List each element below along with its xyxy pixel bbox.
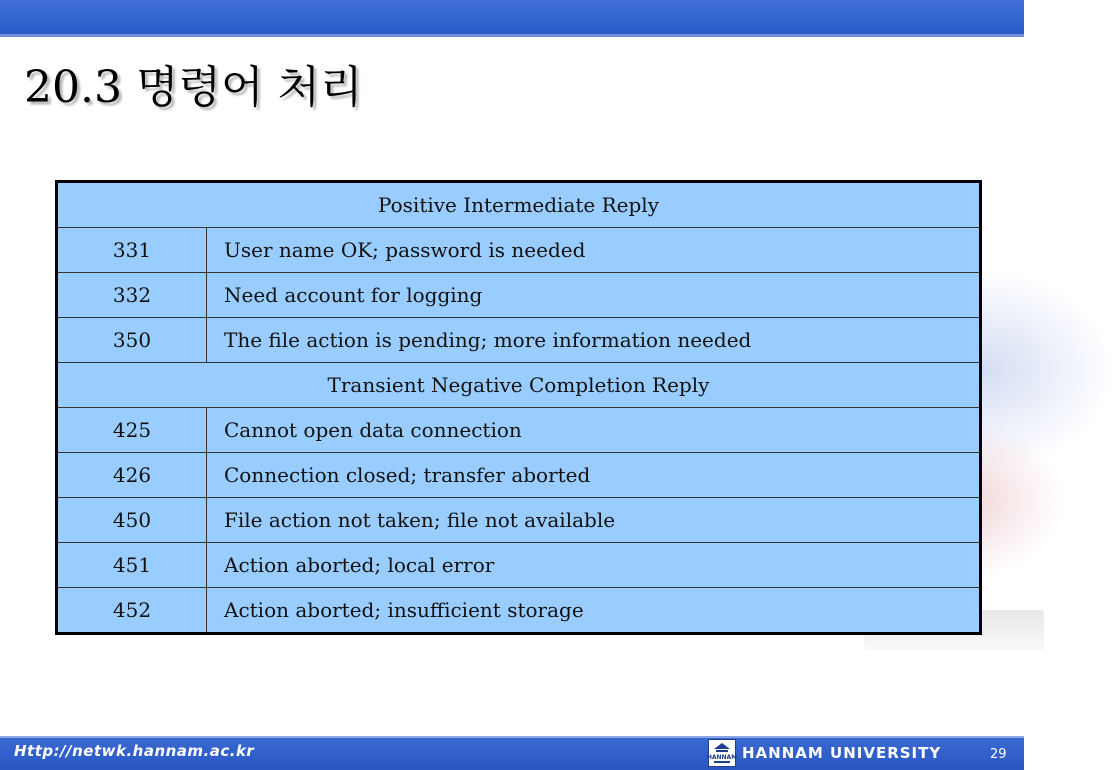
table-row (57, 273, 981, 318)
reply-description-cell: Need account for logging (207, 273, 981, 318)
table-row (57, 453, 981, 498)
reply-description-cell: User name OK; password is needed (207, 228, 981, 273)
reply-table-body (57, 182, 981, 634)
reply-code-table (55, 180, 982, 635)
footer-university-name: HANNAM UNIVERSITY (742, 744, 942, 762)
page-number: 29 (990, 747, 1007, 762)
hannam-logo-icon (708, 739, 736, 767)
table-section-row (57, 182, 981, 228)
reply-code-cell: 426 (57, 453, 207, 498)
table-row (57, 228, 981, 273)
table-row (57, 318, 981, 363)
table-section-row (57, 363, 981, 408)
section-header-cell: Transient Negative Completion Reply (57, 363, 981, 408)
reply-code-cell: 350 (57, 318, 207, 363)
reply-code-cell: 450 (57, 498, 207, 543)
reply-code-cell: 451 (57, 543, 207, 588)
table-row (57, 588, 981, 634)
reply-description-cell: Cannot open data connection (207, 408, 981, 453)
top-bar (0, 0, 1024, 34)
table-row (57, 543, 981, 588)
logo-text: HANNAM (706, 754, 738, 761)
reply-description-cell: File action not taken; file not available (207, 498, 981, 543)
reply-description-cell: The file action is pending; more information needed (207, 318, 981, 363)
reply-code-cell: 332 (57, 273, 207, 318)
footer-url-link[interactable]: Http://netwk.hannam.ac.kr (14, 742, 255, 760)
reply-description-cell: Action aborted; local error (207, 543, 981, 588)
top-bar-divider (0, 34, 1024, 37)
footer-bar (0, 736, 1024, 770)
reply-code-cell: 425 (57, 408, 207, 453)
reply-code-cell: 452 (57, 588, 207, 634)
section-header-cell: Positive Intermediate Reply (57, 182, 981, 228)
table-row (57, 408, 981, 453)
reply-description-cell: Action aborted; insufficient storage (207, 588, 981, 634)
reply-code-cell: 331 (57, 228, 207, 273)
reply-description-cell: Connection closed; transfer aborted (207, 453, 981, 498)
table-row (57, 498, 981, 543)
slide-title: 20.3 명령어 처리 (24, 62, 363, 113)
